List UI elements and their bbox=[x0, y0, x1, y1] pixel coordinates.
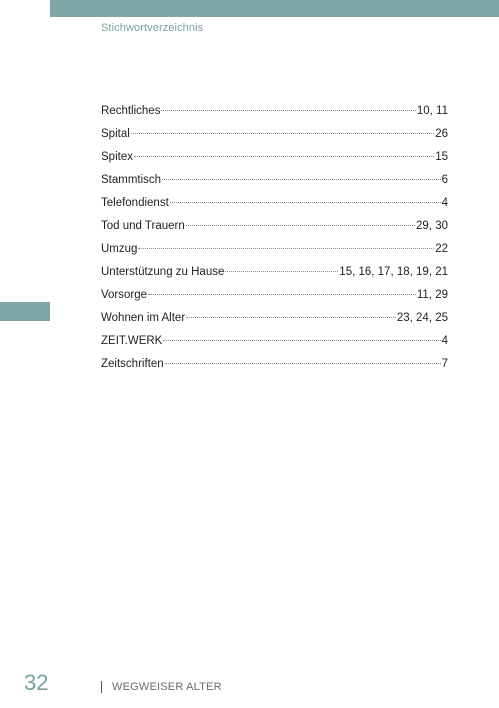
index-term: Spitex bbox=[101, 151, 133, 163]
index-term: Unterstützung zu Hause bbox=[101, 266, 225, 278]
index-pages: 10, 11 bbox=[416, 105, 448, 117]
index-term: Stammtisch bbox=[101, 174, 162, 186]
footer-divider bbox=[101, 681, 102, 693]
header-accent-bar bbox=[50, 0, 499, 17]
index-term: Telefondienst bbox=[101, 197, 169, 209]
publication-name: WEGWEISER ALTER bbox=[112, 681, 222, 693]
keyword-index bbox=[101, 103, 448, 379]
index-pages: 29, 30 bbox=[416, 220, 448, 232]
dot-leader bbox=[225, 271, 338, 272]
index-term: Tod und Trauern bbox=[101, 220, 185, 232]
index-entry bbox=[101, 126, 448, 149]
index-pages: 7 bbox=[441, 358, 448, 370]
section-title: Stichwortverzeichnis bbox=[101, 22, 204, 34]
index-term: Zeitschriften bbox=[101, 358, 164, 370]
index-term: ZEIT.WERK bbox=[101, 335, 163, 347]
index-pages: 15, 16, 17, 18, 19, 21 bbox=[339, 266, 448, 278]
dot-leader bbox=[148, 294, 416, 295]
index-entry bbox=[101, 264, 448, 287]
index-entry bbox=[101, 287, 448, 310]
index-entry bbox=[101, 356, 448, 379]
dot-leader bbox=[131, 133, 434, 134]
index-term: Umzug bbox=[101, 243, 138, 255]
dot-leader bbox=[134, 156, 434, 157]
index-entry bbox=[101, 103, 448, 126]
dot-leader bbox=[186, 317, 396, 318]
dot-leader bbox=[186, 225, 415, 226]
index-pages: 22 bbox=[435, 243, 448, 255]
index-term: Spital bbox=[101, 128, 130, 140]
index-pages: 11, 29 bbox=[416, 289, 448, 301]
index-entry bbox=[101, 218, 448, 241]
side-accent-tab bbox=[0, 302, 50, 321]
index-pages: 4 bbox=[441, 335, 448, 347]
index-pages: 6 bbox=[441, 174, 448, 186]
dot-leader bbox=[161, 110, 415, 111]
index-term: Vorsorge bbox=[101, 289, 148, 301]
page-number: 32 bbox=[24, 670, 49, 695]
index-term: Rechtliches bbox=[101, 105, 161, 117]
index-term: Wohnen im Alter bbox=[101, 312, 186, 324]
index-entry bbox=[101, 195, 448, 218]
index-entry bbox=[101, 149, 448, 172]
index-pages: 26 bbox=[435, 128, 448, 140]
dot-leader bbox=[165, 363, 441, 364]
index-entry bbox=[101, 172, 448, 195]
index-pages: 4 bbox=[441, 197, 448, 209]
index-entry bbox=[101, 333, 448, 356]
dot-leader bbox=[162, 179, 441, 180]
dot-leader bbox=[138, 248, 434, 249]
index-pages: 23, 24, 25 bbox=[396, 312, 448, 324]
index-entry bbox=[101, 310, 448, 333]
index-pages: 15 bbox=[435, 151, 448, 163]
dot-leader bbox=[163, 340, 440, 341]
index-entry bbox=[101, 241, 448, 264]
dot-leader bbox=[170, 202, 441, 203]
